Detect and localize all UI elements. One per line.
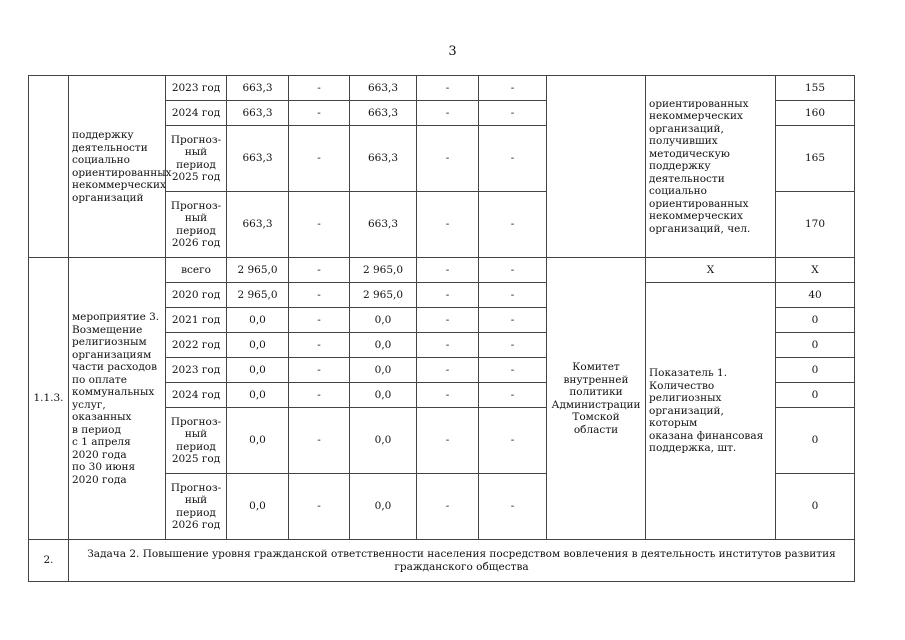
total-cell: 2 965,0 xyxy=(227,283,289,308)
table-row xyxy=(29,540,855,582)
year-cell: Прогноз- ный период 2025 год xyxy=(166,126,227,192)
local-cell: - xyxy=(417,76,479,101)
regional-cell: 663,3 xyxy=(350,192,417,258)
other-cell: - xyxy=(479,192,547,258)
indicator-value: 170 xyxy=(776,192,855,258)
other-cell: - xyxy=(479,333,547,358)
indicator-value: X xyxy=(776,258,855,283)
task-number: 2. xyxy=(29,540,69,582)
total-cell: 663,3 xyxy=(227,192,289,258)
local-cell: - xyxy=(417,383,479,408)
federal-cell: - xyxy=(289,258,350,283)
federal-cell: - xyxy=(289,474,350,540)
item-number-cell xyxy=(29,76,69,258)
indicator-value: 165 xyxy=(776,126,855,192)
indicator-value: 0 xyxy=(776,474,855,540)
year-cell: всего xyxy=(166,258,227,283)
federal-cell: - xyxy=(289,283,350,308)
federal-cell: - xyxy=(289,408,350,474)
page-number: 3 xyxy=(448,44,457,59)
indicator-total: X xyxy=(646,258,776,283)
table-row xyxy=(29,76,855,101)
local-cell: - xyxy=(417,126,479,192)
activity-name: мероприятие 3. Возмещение религиозным организациям части расходов по оплате коммунальных услуг, оказанных в период с 1 апреля 2020 года по 30 июня 2020 года xyxy=(69,258,166,540)
indicator-value: 0 xyxy=(776,333,855,358)
year-cell: Прогноз- ный период 2026 год xyxy=(166,192,227,258)
regional-cell: 0,0 xyxy=(350,408,417,474)
indicator-text: Показатель 1. Количество религиозных организаций, которым оказана финансовая поддержка, шт. xyxy=(646,283,776,540)
executor-cell xyxy=(547,76,646,258)
indicator-text: ориентированных некоммерческих организаций, получивших методическую поддержку деятельности социально ориентированных некоммерческих организаций, чел. xyxy=(646,76,776,258)
year-cell: Прогноз- ный период 2025 год xyxy=(166,408,227,474)
total-cell: 663,3 xyxy=(227,76,289,101)
indicator-value: 0 xyxy=(776,308,855,333)
year-cell: 2024 год xyxy=(166,383,227,408)
regional-cell: 663,3 xyxy=(350,76,417,101)
total-cell: 0,0 xyxy=(227,308,289,333)
other-cell: - xyxy=(479,283,547,308)
regional-cell: 0,0 xyxy=(350,474,417,540)
total-cell: 0,0 xyxy=(227,358,289,383)
total-cell: 0,0 xyxy=(227,474,289,540)
regional-cell: 0,0 xyxy=(350,383,417,408)
regional-cell: 2 965,0 xyxy=(350,283,417,308)
indicator-value: 0 xyxy=(776,358,855,383)
table-row xyxy=(29,258,855,283)
local-cell: - xyxy=(417,283,479,308)
federal-cell: - xyxy=(289,76,350,101)
other-cell: - xyxy=(479,383,547,408)
regional-cell: 663,3 xyxy=(350,126,417,192)
federal-cell: - xyxy=(289,383,350,408)
local-cell: - xyxy=(417,358,479,383)
federal-cell: - xyxy=(289,333,350,358)
year-cell: Прогноз- ный период 2026 год xyxy=(166,474,227,540)
local-cell: - xyxy=(417,101,479,126)
local-cell: - xyxy=(417,333,479,358)
local-cell: - xyxy=(417,408,479,474)
federal-cell: - xyxy=(289,192,350,258)
federal-cell: - xyxy=(289,308,350,333)
other-cell: - xyxy=(479,101,547,126)
regional-cell: 0,0 xyxy=(350,308,417,333)
other-cell: - xyxy=(479,308,547,333)
total-cell: 663,3 xyxy=(227,126,289,192)
other-cell: - xyxy=(479,408,547,474)
total-cell: 0,0 xyxy=(227,383,289,408)
total-cell: 2 965,0 xyxy=(227,258,289,283)
year-cell: 2024 год xyxy=(166,101,227,126)
task-title: Задача 2. Повышение уровня гражданской ответственности населения посредством вовлечения в деятельность институтов развития гражданского общества xyxy=(69,540,855,582)
year-cell: 2022 год xyxy=(166,333,227,358)
total-cell: 0,0 xyxy=(227,333,289,358)
federal-cell: - xyxy=(289,126,350,192)
indicator-value: 155 xyxy=(776,76,855,101)
activity-name: поддержку деятельности социально ориентированных некоммерческих организаций xyxy=(69,76,166,258)
local-cell: - xyxy=(417,474,479,540)
total-cell: 0,0 xyxy=(227,408,289,474)
regional-cell: 663,3 xyxy=(350,101,417,126)
item-number: 1.1.3. xyxy=(29,258,69,540)
other-cell: - xyxy=(479,474,547,540)
indicator-value: 0 xyxy=(776,408,855,474)
indicator-value: 0 xyxy=(776,383,855,408)
other-cell: - xyxy=(479,126,547,192)
local-cell: - xyxy=(417,192,479,258)
indicator-value: 160 xyxy=(776,101,855,126)
other-cell: - xyxy=(479,76,547,101)
other-cell: - xyxy=(479,258,547,283)
year-cell: 2023 год xyxy=(166,76,227,101)
year-cell: 2020 год xyxy=(166,283,227,308)
local-cell: - xyxy=(417,308,479,333)
regional-cell: 2 965,0 xyxy=(350,258,417,283)
regional-cell: 0,0 xyxy=(350,333,417,358)
local-cell: - xyxy=(417,258,479,283)
federal-cell: - xyxy=(289,358,350,383)
program-table xyxy=(28,75,855,582)
federal-cell: - xyxy=(289,101,350,126)
executor-text: Комитет внутренней политики Администрации Томской области xyxy=(547,258,646,540)
year-cell: 2023 год xyxy=(166,358,227,383)
other-cell: - xyxy=(479,358,547,383)
total-cell: 663,3 xyxy=(227,101,289,126)
indicator-value: 40 xyxy=(776,283,855,308)
regional-cell: 0,0 xyxy=(350,358,417,383)
year-cell: 2021 год xyxy=(166,308,227,333)
